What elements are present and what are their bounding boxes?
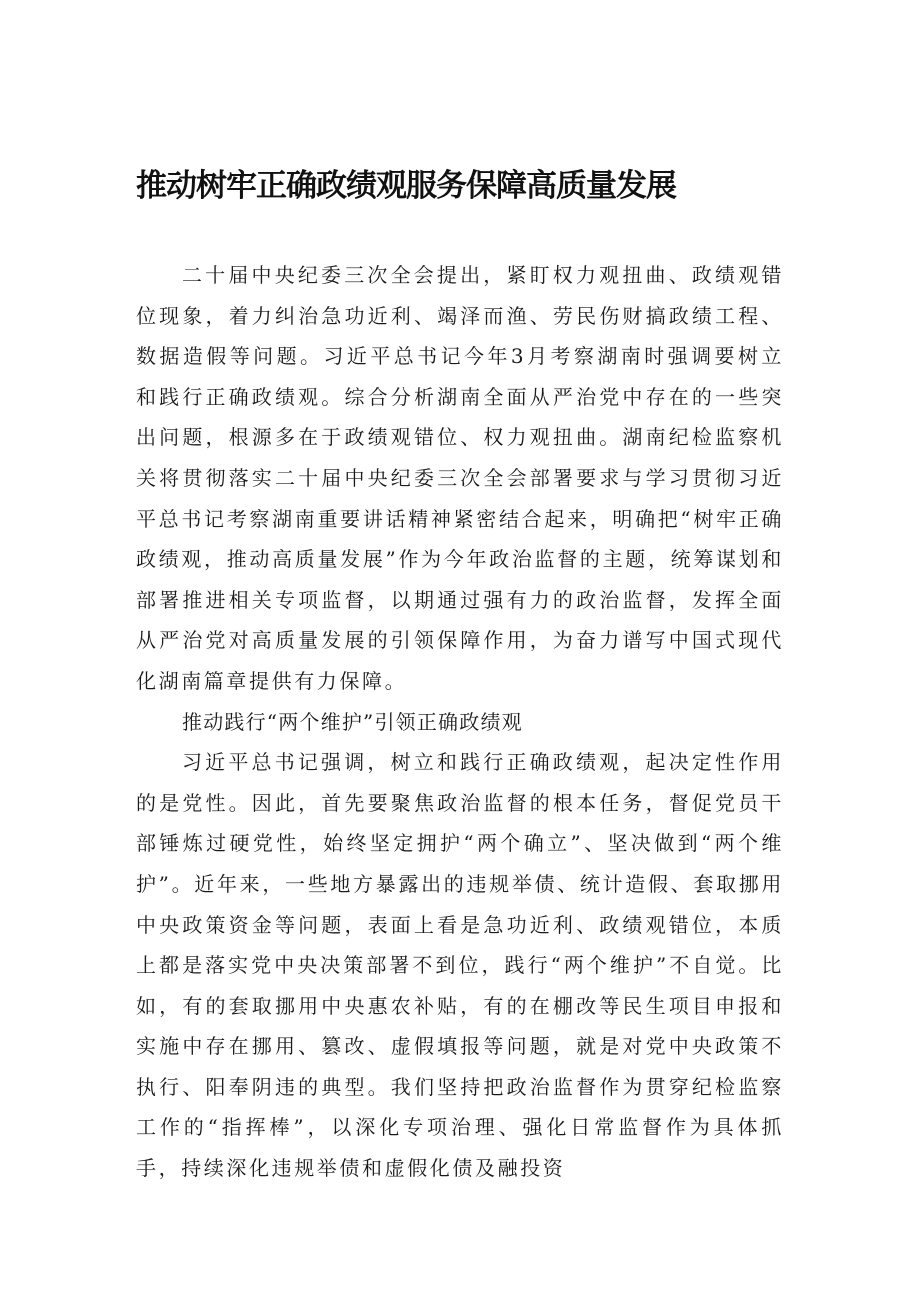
paragraph-section-one: 习近平总书记强调，树立和践行正确政绩观，起决定性作用的是党性。因此，首先要聚焦政治监督的根本任务，督促党员干部锤炼过硬党性，始终坚定拥护“两个确立”、坚决做到“两个维护”。近年来，一些地方暴露出的违规举债、统计造假、套取挪用中央政策资金等问题，表面上看是急功近利、政绩观错位，本质上都是落实党中央决策部署不到位，践行“两个维护”不自觉。比如，有的套取挪用中央惠农补贴，有的在棚改等民生项目申报和实施中存在挪用、篡改、虚假填报等问题，就是对党中央政策不执行、阳奉阴违的典型。我们坚持把政治监督作为贯穿纪检监察工作的“指挥棒”，以深化专项治理、强化日常监督作为具体抓手，持续深化违规举债和虚假化债及融投资: [136, 750, 784, 1181]
paragraph-intro: 二十届中央纪委三次全会提出，紧盯权力观扭曲、政绩观错位现象，着力纠治急功近利、竭泽而渔、劳民伤财搞政绩工程、数据造假等问题。习近平总书记今年3月考察湖南时强调要树立和践行正确政绩观。综合分析湖南全面从严治党中存在的一些突出问题，根源多在于政绩观错位、权力观扭曲。湖南纪检监察机关将贯彻落实二十届中央纪委三次全会部署要求与学习贯彻习近平总书记考察湖南重要讲话精神紧密结合起来，明确把“树牢正确政绩观，推动高质量发展”作为今年政治监督的主题，统筹谋划和部署推进相关专项监督，以期通过强有力的政治监督，发挥全面从严治党对高质量发展的引领保障作用，为奋力谱写中国式现代化湖南篇章提供有力保障。: [136, 263, 784, 693]
document-body: [136, 255, 784, 1189]
section-heading: 推动践行“两个维护”引领正确政绩观: [182, 709, 523, 734]
document-title: 推动树牢正确政绩观服务保障高质量发展: [136, 168, 676, 204]
